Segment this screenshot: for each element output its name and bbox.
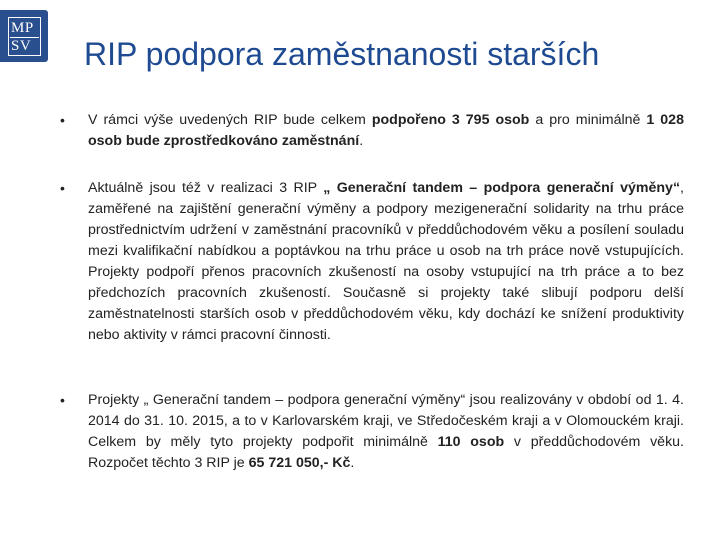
bullet-2-text-b: , zaměřené na zajištění generační výměny a podpory mezigenerační solidarity na trhu práce prostřednictvím udržení v zaměstnání pracovníků v předdůchodovém věku a posílení souladu mezi kvalifikační nabídkou a poptávkou na trhu práce u osob na trh práce nově vstupujících. Projekty podpoří přenos pracovních zkušeností na osoby vstupující na trh práce a to bez předchozích pracovních zkušeností. Současně si projekty také slibují podporu delší zaměstnatelnosti starších osob v předdůchodovém věku, kdy dochází ke snížení produktivity nebo aktivity v rámci pracovní činnosti. [88, 180, 684, 343]
bullet-paragraph-1 [88, 110, 684, 152]
bullet-3-text-b: v předdůchodovém věku. Rozpočet těchto 3 RIP je [88, 434, 684, 471]
slide-title: RIP podpora zaměstnanosti starších [84, 36, 600, 72]
bullet-paragraph-2 [88, 178, 684, 346]
logo-text-bottom: SV [11, 38, 32, 54]
bullet-1-bold-a: podpořeno 3 795 osob [371, 112, 530, 128]
bullet-3-text-c: . [350, 455, 355, 471]
bullet-marker-2: • [60, 180, 65, 196]
bullet-3-bold-a: 110 osob [437, 434, 505, 450]
mpsv-logo [0, 10, 48, 62]
bullet-marker-3: • [60, 392, 65, 408]
bullet-1-text-b: a pro minimálně [529, 112, 647, 128]
bullet-2-text-a: Aktuálně jsou též v realizaci 3 RIP [88, 180, 324, 196]
bullet-1-text-a: V rámci výše uvedených RIP bude celkem [88, 112, 372, 128]
bullet-marker-1: • [60, 112, 65, 128]
bullet-1-text-c: . [359, 133, 364, 149]
bullet-3-bold-b: 65 721 050,- Kč [248, 455, 351, 471]
bullet-2-bold-a: „ Generační tandem – podpora generační výměny“ [323, 180, 681, 196]
logo-text-top: MP [11, 20, 34, 36]
bullet-1-bold-b: 1 028 osob bude zprostředkováno zaměstnání [88, 112, 684, 149]
bullet-3-text-a: Projekty „ Generační tandem – podpora generační výměny“ jsou realizovány v období od 1. 4. 2014 do 31. 10. 2015, a to v Karlovarském kraji, ve Středočeském kraji a v Olomouckém kraji. Celkem by měly tyto projekty podpořit minimálně [88, 392, 684, 450]
bullet-paragraph-3 [88, 390, 684, 474]
